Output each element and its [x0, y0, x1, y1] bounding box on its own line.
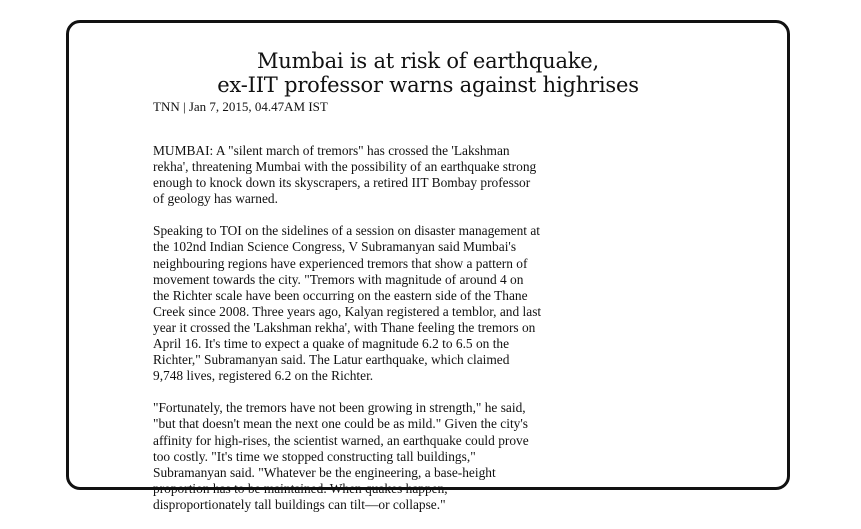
text-line: the 102nd Indian Science Congress, V Subramanyan said Mumbai's	[153, 239, 517, 255]
paragraph	[153, 400, 693, 513]
headline	[69, 49, 787, 97]
article-body	[153, 143, 693, 529]
paragraph	[153, 143, 693, 207]
text-line: Speaking to TOI on the sidelines of a session on disaster management at	[153, 223, 541, 239]
text-line: "Fortunately, the tremors have not been growing in strength," he said,	[153, 400, 526, 416]
text-line: Subramanyan said. "Whatever be the engineering, a base-height	[153, 464, 496, 480]
headline-line: ex-IIT professor warns against highrises	[217, 73, 639, 97]
text-line: enough to knock down its skyscrapers, a retired IIT Bombay professor	[153, 175, 531, 191]
text-line: April 16. It's time to expect a quake of magnitude 6.2 to 6.5 on the	[153, 336, 510, 352]
text-line: year it crossed the 'Lakshman rekha', with Thane feeling the tremors on	[153, 319, 536, 335]
text-line: too costly. "It's time we stopped constructing tall buildings,"	[153, 448, 476, 464]
paragraph	[153, 223, 693, 384]
text-line: MUMBAI: A "silent march of tremors" has crossed the 'Lakshman	[153, 143, 510, 158]
byline: TNN | Jan 7, 2015, 04.47AM IST	[153, 99, 328, 114]
text-line: 9,748 lives, registered 6.2 on the Richter.	[153, 368, 374, 384]
text-line: proportion has to be maintained. When quakes happen,	[153, 480, 448, 496]
text-line: the Richter scale have been occurring on the eastern side of the Thane	[153, 287, 528, 303]
text-line: affinity for high-rises, the scientist warned, an earthquake could prove	[153, 432, 529, 448]
text-line: Richter," Subramanyan said. The Latur earthquake, which claimed	[153, 352, 510, 368]
text-line: neighbouring regions have experienced tremors that show a pattern of	[153, 255, 528, 271]
text-line: movement towards the city. "Tremors with magnitude of around 4 on	[153, 271, 524, 287]
text-line: disproportionately tall buildings can tilt—or collapse."	[153, 496, 446, 512]
text-line: rekha', threatening Mumbai with the possibility of an earthquake strong	[153, 159, 537, 175]
text-line: Creek since 2008. Three years ago, Kalyan registered a temblor, and last	[153, 303, 542, 319]
article-frame	[66, 20, 790, 512]
text-line: of geology has warned.	[153, 191, 278, 207]
headline-line: Mumbai is at risk of earthquake,	[257, 49, 599, 73]
text-line: "but that doesn't mean the next one could be as mild." Given the city's	[153, 416, 528, 432]
